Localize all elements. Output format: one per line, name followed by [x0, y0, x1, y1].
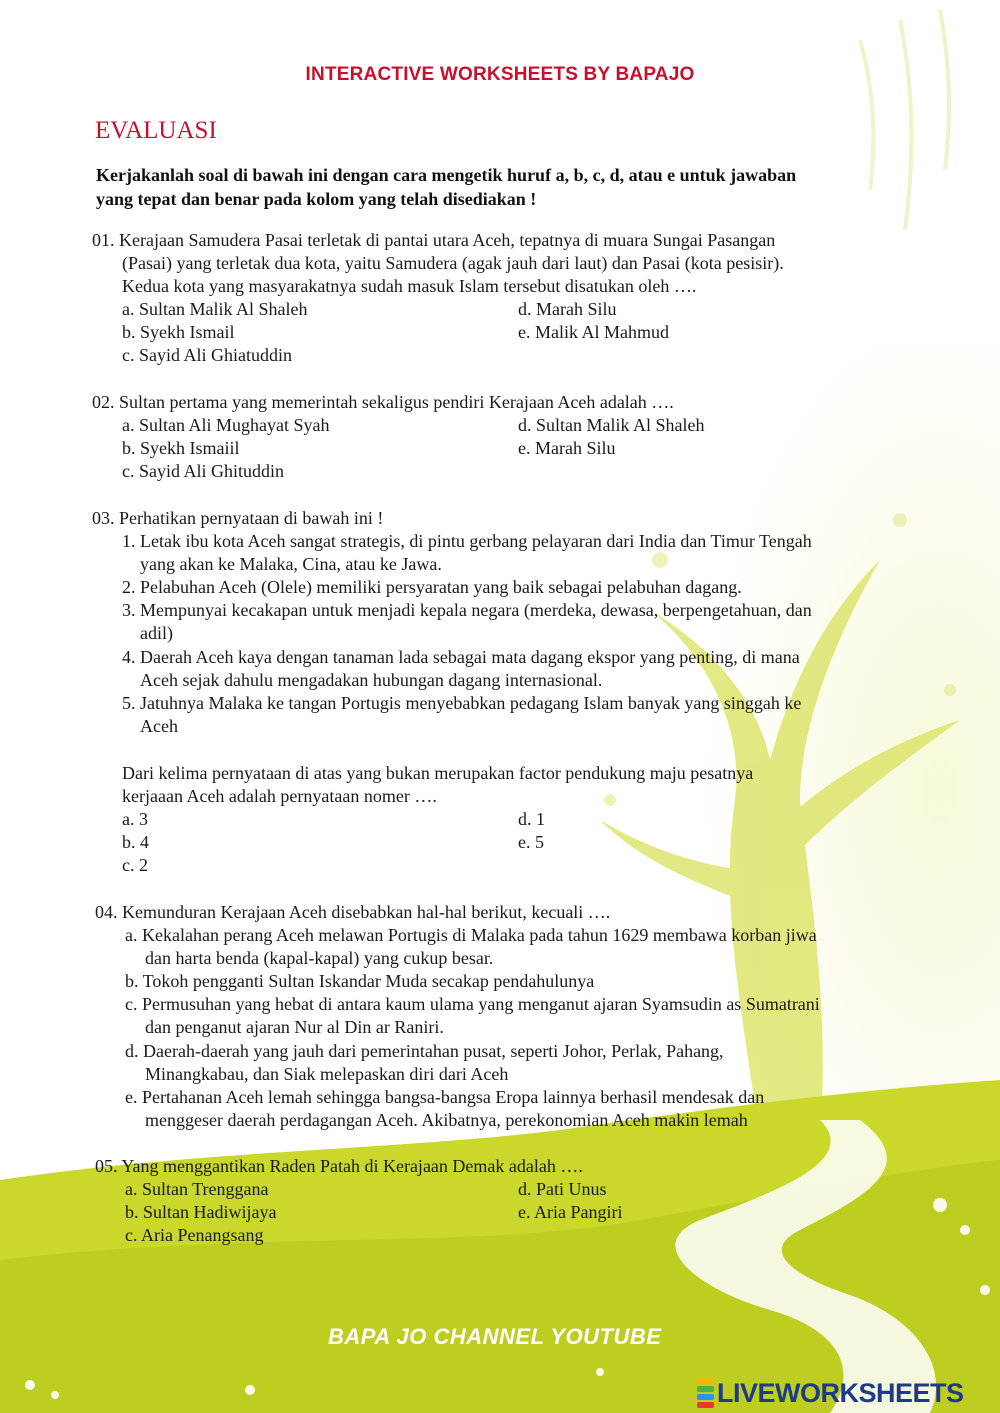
question-text: 04. Kemunduran Kerajaan Aceh disebabkan hal-hal berikut, kecuali ….	[95, 902, 611, 922]
statement-3: 3. Mempunyai kecakapan untuk menjadi kepala negara (merdeka, dewasa, berpengetahuan, dan	[122, 600, 812, 620]
worksheet-header-title: INTERACTIVE WORKSHEETS BY BAPAJO	[305, 64, 695, 85]
option-b: b. Sultan Hadiwijaya	[125, 1202, 277, 1222]
option-e: e. Aria Pangiri	[518, 1202, 623, 1222]
option-d: d. Daerah-daerah yang jauh dari pemerintahan pusat, seperti Johor, Perlak, Pahang,	[125, 1041, 724, 1061]
option-a: a. Sultan Ali Mughayat Syah	[122, 415, 330, 435]
question-text: 05. Yang menggantikan Raden Patah di Kerajaan Demak adalah ….	[95, 1156, 583, 1176]
option-d-cont: Minangkabau, dan Siak melepaskan diri dari Aceh	[145, 1064, 509, 1084]
statement-4-cont: Aceh sejak dahulu mengadakan hubungan dagang internasional.	[140, 670, 603, 690]
option-b: b. Tokoh pengganti Sultan Iskandar Muda secakap pendahulunya	[125, 971, 595, 991]
question-text: (Pasai) yang terletak dua kota, yaitu Samudera (agak jauh dari laut) dan Pasai (kota pesisir).	[122, 253, 784, 273]
option-a: a. Sultan Trenggana	[125, 1179, 269, 1199]
statement-1: 1. Letak ibu kota Aceh sangat strategis, di pintu gerbang pelayaran dari India dan Timur Tengah	[122, 531, 812, 551]
section-title: EVALUASI	[95, 117, 217, 144]
option-c: c. Aria Penangsang	[125, 1225, 264, 1245]
question-prompt: Dari kelima pernyataan di atas yang bukan merupakan factor pendukung maju pesatnya	[122, 763, 754, 783]
option-c: c. Sayid Ali Ghituddin	[122, 461, 284, 481]
option-b: b. Syekh Ismail	[122, 322, 235, 342]
option-e: e. 5	[518, 832, 544, 852]
statement-5-cont: Aceh	[140, 716, 178, 736]
option-c: c. 2	[122, 855, 148, 875]
instructions-line-2: yang tepat dan benar pada kolom yang telah disediakan !	[96, 189, 537, 209]
option-e-cont: menggeser daerah perdagangan Aceh. Akibatnya, perekonomian Aceh makin lemah	[145, 1110, 748, 1130]
option-c: c. Permusuhan yang hebat di antara kaum ulama yang menganut ajaran Syamsudin as Sumatrani	[125, 994, 820, 1014]
statement-1-cont: yang akan ke Malaka, Cina, atau ke Jawa.	[140, 554, 442, 574]
option-e: e. Pertahanan Aceh lemah sehingga bangsa-bangsa Eropa lainnya berhasil mendesak dan	[125, 1087, 765, 1107]
option-e: e. Malik Al Mahmud	[518, 322, 669, 342]
liveworksheets-logo-icon	[697, 1378, 714, 1408]
option-d: d. Pati Unus	[518, 1179, 607, 1199]
option-a: a. Sultan Malik Al Shaleh	[122, 299, 308, 319]
question-text: 02. Sultan pertama yang memerintah sekaligus pendiri Kerajaan Aceh adalah ….	[92, 392, 674, 412]
liveworksheets-logo[interactable]	[697, 1376, 964, 1410]
statement-4: 4. Daerah Aceh kaya dengan tanaman lada sebagai mata dagang ekspor yang penting, di mana	[122, 647, 800, 667]
question-prompt: kerjaaan Aceh adalah pernyataan nomer ….	[122, 786, 437, 806]
option-d: d. Sultan Malik Al Shaleh	[518, 415, 705, 435]
option-b: b. Syekh Ismaiil	[122, 438, 240, 458]
liveworksheets-logo-text: LIVEWORKSHEETS	[717, 1377, 964, 1408]
option-d: d. 1	[518, 809, 545, 829]
option-c: c. Sayid Ali Ghiatuddin	[122, 345, 292, 365]
option-a: a. Kekalahan perang Aceh melawan Portugis di Malaka pada tahun 1629 membawa korban jiwa	[125, 925, 817, 945]
option-a-cont: dan harta benda (kapal-kapal) yang cukup besar.	[145, 948, 494, 968]
option-b: b. 4	[122, 832, 149, 852]
statement-3-cont: adil)	[140, 623, 173, 643]
question-text: 01. Kerajaan Samudera Pasai terletak di pantai utara Aceh, tepatnya di muara Sungai Pasangan	[92, 230, 776, 250]
statement-2: 2. Pelabuhan Aceh (Olele) memiliki persyaratan yang baik sebagai pelabuhan dagang.	[122, 577, 742, 597]
option-d: d. Marah Silu	[518, 299, 617, 319]
instructions-line-1: Kerjakanlah soal di bawah ini dengan cara mengetik huruf a, b, c, d, atau e untuk jawaban	[96, 165, 797, 185]
option-e: e. Marah Silu	[518, 438, 616, 458]
footer-channel-text: BAPA JO CHANNEL YOUTUBE	[328, 1324, 662, 1349]
option-c-cont: dan penganut ajaran Nur al Din ar Raniri.	[145, 1017, 444, 1037]
option-a: a. 3	[122, 809, 148, 829]
question-text: Kedua kota yang masyarakatnya sudah masuk Islam tersebut disatukan oleh ….	[122, 276, 697, 296]
question-text: 03. Perhatikan pernyataan di bawah ini !	[92, 508, 384, 528]
statement-5: 5. Jatuhnya Malaka ke tangan Portugis menyebabkan pedagang Islam banyak yang singgah ke	[122, 693, 802, 713]
